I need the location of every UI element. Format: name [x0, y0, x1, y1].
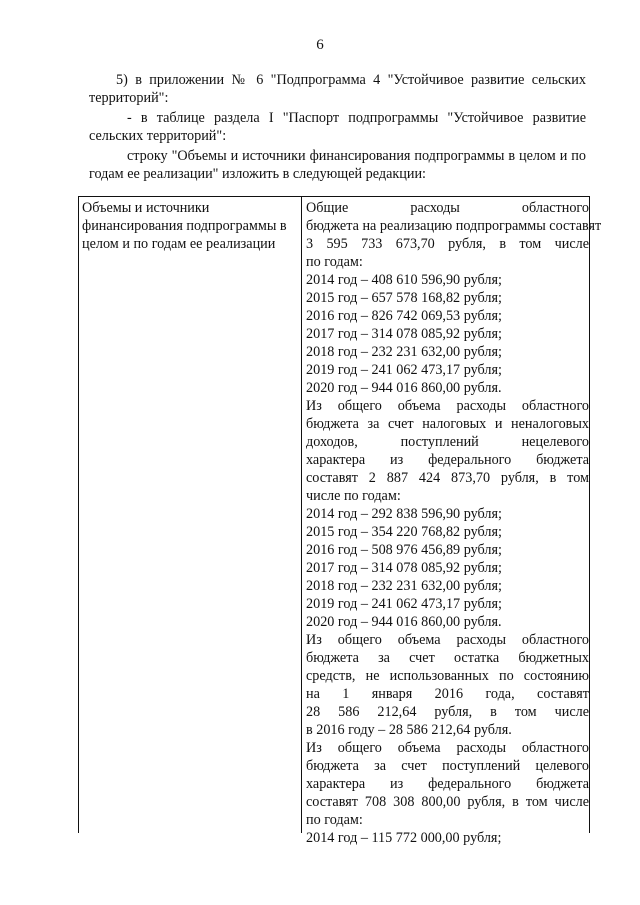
financing-text-line: 2020 год – 944 016 860,00 рубля.: [306, 380, 502, 396]
financing-text-line: 28 586 212,64 рубля, в том числе: [306, 704, 589, 720]
financing-text-line: 2014 год – 292 838 596,90 рубля;: [306, 506, 502, 522]
financing-text-line: бюджета за счет налоговых и неналоговых: [306, 416, 589, 432]
financing-text-line: 2017 год – 314 078 085,92 рубля;: [306, 326, 502, 342]
financing-text-line: 2019 год – 241 062 473,17 рубля;: [306, 362, 502, 378]
financing-text-line: 3 595 733 673,70 рубля, в том числе: [306, 236, 589, 252]
financing-text-line: доходов, поступлений нецелевого: [306, 434, 589, 450]
financing-row-header: Объемы и источники финансирования подпрограммы в целом и по годам ее реализации: [82, 200, 287, 252]
financing-text-line: на 1 января 2016 года, составят: [306, 686, 589, 702]
page-number: 6: [316, 37, 324, 53]
financing-text-line: составят 2 887 424 873,70 рубля, в том: [306, 470, 589, 486]
amendment-item: [89, 71, 586, 107]
financing-text-line: 2018 год – 232 231 632,00 рубля;: [306, 578, 502, 594]
financing-text-line: 2015 год – 657 578 168,82 рубля;: [306, 290, 502, 306]
amendment-instruction-text: строку "Объемы и источники финансирования подпрограммы в целом и по годам ее реализации" изложить в следующей редакции:: [89, 148, 586, 182]
financing-text-line: 2014 год – 115 772 000,00 рубля;: [306, 830, 502, 846]
financing-text-line: Из общего объема расходы областного: [306, 632, 589, 648]
financing-text-line: бюджета на реализацию подпрограммы составят: [306, 218, 602, 234]
financing-text-line: характера из федерального бюджета: [306, 452, 589, 468]
amendment-instruction: [89, 147, 586, 183]
amendment-subitem-text: - в таблице раздела I "Паспорт подпрограммы "Устойчивое развитие сельских территорий":: [89, 110, 586, 144]
financing-text-line: Из общего объема расходы областного: [306, 398, 589, 414]
financing-text-line: Общие расходы областного: [306, 200, 589, 216]
financing-text-line: 2018 год – 232 231 632,00 рубля;: [306, 344, 502, 360]
amendment-subitem: [89, 109, 586, 145]
table-right-cell: [302, 197, 602, 846]
financing-text-line: числе по годам:: [306, 488, 401, 504]
financing-text-line: по годам:: [306, 254, 363, 270]
financing-text-line: составят 708 308 800,00 рубля, в том числе: [306, 794, 589, 810]
financing-text-line: характера из федерального бюджета: [306, 776, 589, 792]
table-left-cell: [79, 197, 302, 833]
financing-text-line: 2014 год – 408 610 596,90 рубля;: [306, 272, 502, 288]
financing-text-line: 2016 год – 508 976 456,89 рубля;: [306, 542, 502, 558]
financing-text-line: 2020 год – 944 016 860,00 рубля.: [306, 614, 502, 630]
financing-text-line: 2019 год – 241 062 473,17 рубля;: [306, 596, 502, 612]
financing-text-line: Из общего объема расходы областного: [306, 740, 589, 756]
amendment-item-text: 5) в приложении № 6 "Подпрограмма 4 "Устойчивое развитие сельских территорий":: [89, 72, 586, 106]
financing-text-line: в 2016 году – 28 586 212,64 рубля.: [306, 722, 512, 738]
financing-text-line: средств, не использованных по состоянию: [306, 668, 589, 684]
financing-text-line: 2016 год – 826 742 069,53 рубля;: [306, 308, 502, 324]
financing-text-line: бюджета за счет поступлений целевого: [306, 758, 589, 774]
financing-text-line: бюджета за счет остатка бюджетных: [306, 650, 589, 666]
financing-text-line: 2017 год – 314 078 085,92 рубля;: [306, 560, 502, 576]
financing-text-line: 2015 год – 354 220 768,82 рубля;: [306, 524, 502, 540]
financing-text-line: по годам:: [306, 812, 363, 828]
passport-table: [78, 196, 602, 846]
